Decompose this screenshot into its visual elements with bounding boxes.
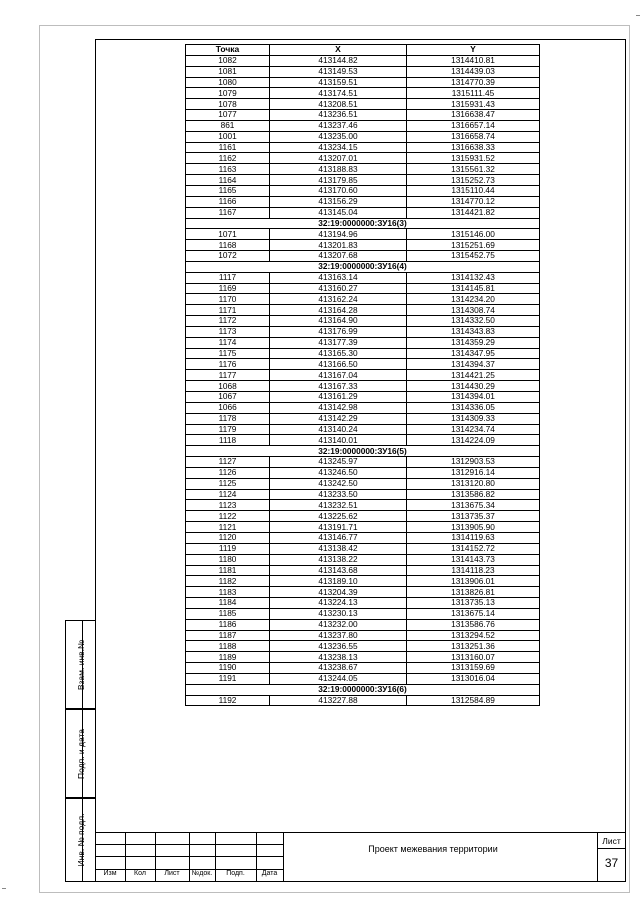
cell-point: 1176 (186, 359, 270, 370)
cell-point: 1167 (186, 207, 270, 218)
cell-point: 1126 (186, 467, 270, 478)
cell-y: 1314410.81 (407, 55, 540, 66)
table-row (186, 359, 540, 370)
cell-point: 1066 (186, 402, 270, 413)
table-row (186, 641, 540, 652)
table-row (186, 164, 540, 175)
cell-y: 1313826.81 (407, 587, 540, 598)
cell-x: 413143.68 (270, 565, 407, 576)
table-body (186, 55, 540, 706)
table-row (186, 619, 540, 630)
table-row (186, 467, 540, 478)
cell-y: 1313905.90 (407, 522, 540, 533)
cell-y: 1315452.75 (407, 251, 540, 262)
cell-x: 413177.39 (270, 337, 407, 348)
cell-x: 413170.60 (270, 185, 407, 196)
cell-point: 1181 (186, 565, 270, 576)
cell-y: 1313735.37 (407, 511, 540, 522)
cell-point: 1122 (186, 511, 270, 522)
cell-point: 1067 (186, 392, 270, 403)
cell-y: 1314343.83 (407, 326, 540, 337)
cell-point: 861 (186, 120, 270, 131)
table-row (186, 66, 540, 77)
cell-x: 413174.51 (270, 88, 407, 99)
table-row (186, 663, 540, 674)
stamp-col-date: Дата (261, 870, 278, 877)
table-row (186, 381, 540, 392)
table-row (186, 457, 540, 468)
cell-y: 1313160.07 (407, 652, 540, 663)
cell-point: 1080 (186, 77, 270, 88)
cell-y: 1314152.72 (407, 543, 540, 554)
cell-y: 1313735.13 (407, 598, 540, 609)
cell-y: 1312903.53 (407, 457, 540, 468)
cell-x: 413138.42 (270, 543, 407, 554)
cell-point: 1165 (186, 185, 270, 196)
table-row (186, 543, 540, 554)
table-row (186, 392, 540, 403)
table-row (186, 316, 540, 327)
header-y: Y (407, 45, 540, 56)
table-row (186, 598, 540, 609)
side-cell-replacement (65, 620, 95, 709)
cell-point: 1185 (186, 608, 270, 619)
cell-x: 413145.04 (270, 207, 407, 218)
cell-point: 1188 (186, 641, 270, 652)
table-row (186, 77, 540, 88)
cell-x: 413235.00 (270, 131, 407, 142)
cell-x: 413194.96 (270, 229, 407, 240)
table-row (186, 402, 540, 413)
title-block (95, 832, 626, 882)
cell-x: 413204.39 (270, 587, 407, 598)
cell-x: 413176.99 (270, 326, 407, 337)
cell-x: 413163.14 (270, 272, 407, 283)
cell-x: 413207.68 (270, 251, 407, 262)
cell-point: 1161 (186, 142, 270, 153)
cell-y: 1315110.44 (407, 185, 540, 196)
cell-y: 1315252.73 (407, 175, 540, 186)
stamp-col-doc: №док. (191, 870, 213, 877)
group-header-row (186, 446, 540, 457)
group-header-row (186, 218, 540, 229)
cell-y: 1316657.14 (407, 120, 540, 131)
cell-x: 413236.55 (270, 641, 407, 652)
cell-point: 1169 (186, 283, 270, 294)
cell-x: 413224.13 (270, 598, 407, 609)
cell-x: 413167.33 (270, 381, 407, 392)
cell-y: 1314132.43 (407, 272, 540, 283)
cell-y: 1314394.01 (407, 392, 540, 403)
cell-y: 1312916.14 (407, 467, 540, 478)
table-row (186, 229, 540, 240)
table-row (186, 283, 540, 294)
cell-y: 1314770.39 (407, 77, 540, 88)
cell-y: 1314143.73 (407, 554, 540, 565)
cell-x: 413246.50 (270, 467, 407, 478)
side-label-replacement-inv: Взам. инв.№ (75, 639, 86, 690)
cell-x: 413232.51 (270, 500, 407, 511)
cell-x: 413245.97 (270, 457, 407, 468)
table-row (186, 576, 540, 587)
table-row (186, 240, 540, 251)
cell-y: 1314394.37 (407, 359, 540, 370)
cell-x: 413207.01 (270, 153, 407, 164)
sheet-label: Лист (602, 836, 621, 846)
cell-y: 1314359.29 (407, 337, 540, 348)
cell-point: 1079 (186, 88, 270, 99)
cell-x: 413146.77 (270, 532, 407, 543)
table-row (186, 131, 540, 142)
table-row (186, 153, 540, 164)
cell-point: 1077 (186, 110, 270, 121)
cell-point: 1177 (186, 370, 270, 381)
table-row (186, 99, 540, 110)
cell-point: 1166 (186, 196, 270, 207)
table-row (186, 207, 540, 218)
cell-x: 413208.51 (270, 99, 407, 110)
margin-tick-bottom (2, 888, 6, 889)
cell-x: 413237.46 (270, 120, 407, 131)
cell-x: 413149.53 (270, 66, 407, 77)
table-row (186, 88, 540, 99)
cell-point: 1171 (186, 305, 270, 316)
cell-x: 413230.13 (270, 608, 407, 619)
cell-point: 1117 (186, 272, 270, 283)
cell-x: 413164.90 (270, 316, 407, 327)
stamp-col-count: Кол (134, 870, 146, 877)
stamp-col-signature: Подп. (226, 870, 245, 877)
cell-y: 1313675.14 (407, 608, 540, 619)
table-row (186, 424, 540, 435)
cell-x: 413191.71 (270, 522, 407, 533)
cell-point: 1174 (186, 337, 270, 348)
table-row (186, 185, 540, 196)
cell-x: 413236.51 (270, 110, 407, 121)
cell-y: 1314234.20 (407, 294, 540, 305)
cell-y: 1316658.74 (407, 131, 540, 142)
cell-point: 1119 (186, 543, 270, 554)
table-row (186, 294, 540, 305)
cell-point: 1162 (186, 153, 270, 164)
sheet-number: 37 (604, 856, 619, 870)
cell-y: 1315931.52 (407, 153, 540, 164)
cell-y: 1313016.04 (407, 673, 540, 684)
cell-x: 413238.13 (270, 652, 407, 663)
cell-x: 413160.27 (270, 283, 407, 294)
cell-point: 1172 (186, 316, 270, 327)
cell-point: 1173 (186, 326, 270, 337)
cell-x: 413140.24 (270, 424, 407, 435)
cell-x: 413201.83 (270, 240, 407, 251)
table-row (186, 489, 540, 500)
cell-y: 1315931.43 (407, 99, 540, 110)
cell-point: 1124 (186, 489, 270, 500)
table-row (186, 630, 540, 641)
table-row (186, 511, 540, 522)
cell-point: 1123 (186, 500, 270, 511)
table-row (186, 500, 540, 511)
table-row (186, 522, 540, 533)
table-row (186, 652, 540, 663)
side-stamp (65, 620, 95, 882)
group-header-row (186, 261, 540, 272)
cell-point: 1082 (186, 55, 270, 66)
margin-tick-top (636, 15, 640, 16)
cell-point: 1127 (186, 457, 270, 468)
cell-y: 1315561.32 (407, 164, 540, 175)
table-row (186, 435, 540, 446)
cell-x: 413161.29 (270, 392, 407, 403)
cell-y: 1313159.69 (407, 663, 540, 674)
cell-x: 413142.29 (270, 413, 407, 424)
table-row (186, 554, 540, 565)
cell-point: 1078 (186, 99, 270, 110)
cell-point: 1189 (186, 652, 270, 663)
cell-y: 1314430.29 (407, 381, 540, 392)
cell-y: 1313675.34 (407, 500, 540, 511)
cell-point: 1163 (186, 164, 270, 175)
cell-point: 1001 (186, 131, 270, 142)
cell-y: 1313120.80 (407, 478, 540, 489)
table-row (186, 587, 540, 598)
cell-y: 1314770.12 (407, 196, 540, 207)
cell-point: 1187 (186, 630, 270, 641)
cell-y: 1313294.52 (407, 630, 540, 641)
cell-y: 1314421.82 (407, 207, 540, 218)
table-row (186, 532, 540, 543)
group-header: 32:19:0000000:ЗУ16(5) (186, 446, 540, 457)
cell-y: 1313251.36 (407, 641, 540, 652)
table-row (186, 272, 540, 283)
table-row (186, 673, 540, 684)
cell-y: 1313906.01 (407, 576, 540, 587)
cell-x: 413242.50 (270, 478, 407, 489)
cell-x: 413244.05 (270, 673, 407, 684)
table-row (186, 348, 540, 359)
cell-y: 1314119.63 (407, 532, 540, 543)
cell-point: 1081 (186, 66, 270, 77)
table-row (186, 478, 540, 489)
table-row (186, 413, 540, 424)
cell-point: 1182 (186, 576, 270, 587)
cell-x: 413232.00 (270, 619, 407, 630)
cell-point: 1125 (186, 478, 270, 489)
cell-x: 413237.80 (270, 630, 407, 641)
side-cell-original (65, 798, 95, 882)
cell-x: 413188.83 (270, 164, 407, 175)
stamp-col-sheet: Лист (164, 870, 180, 877)
cell-y: 1314332.50 (407, 316, 540, 327)
table-row (186, 695, 540, 706)
cell-y: 1314118.23 (407, 565, 540, 576)
cell-point: 1180 (186, 554, 270, 565)
cell-point: 1121 (186, 522, 270, 533)
cell-x: 413166.50 (270, 359, 407, 370)
cell-x: 413238.67 (270, 663, 407, 674)
table-row (186, 565, 540, 576)
cell-point: 1178 (186, 413, 270, 424)
cell-x: 413189.10 (270, 576, 407, 587)
cell-y: 1314224.09 (407, 435, 540, 446)
cell-x: 413144.82 (270, 55, 407, 66)
cell-y: 1315111.45 (407, 88, 540, 99)
cell-point: 1183 (186, 587, 270, 598)
table-row (186, 370, 540, 381)
side-label-signature-date: Подп. и дата (75, 728, 86, 779)
cell-x: 413156.29 (270, 196, 407, 207)
cell-y: 1314145.81 (407, 283, 540, 294)
cell-x: 413225.62 (270, 511, 407, 522)
cell-point: 1175 (186, 348, 270, 359)
cell-y: 1313586.76 (407, 619, 540, 630)
group-header: 32:19:0000000:ЗУ16(6) (186, 684, 540, 695)
cell-point: 1170 (186, 294, 270, 305)
cell-y: 1314234.74 (407, 424, 540, 435)
group-header-row (186, 684, 540, 695)
cell-point: 1168 (186, 240, 270, 251)
cell-x: 413179.85 (270, 175, 407, 186)
cell-point: 1164 (186, 175, 270, 186)
table-row (186, 55, 540, 66)
table-row (186, 608, 540, 619)
cell-y: 1312584.89 (407, 695, 540, 706)
cell-point: 1191 (186, 673, 270, 684)
cell-x: 413159.51 (270, 77, 407, 88)
cell-y: 1314309.33 (407, 413, 540, 424)
table-row (186, 142, 540, 153)
cell-y: 1316638.47 (407, 110, 540, 121)
document-title: Проект межевания территории (368, 844, 498, 854)
table-row (186, 251, 540, 262)
group-header: 32:19:0000000:ЗУ16(3) (186, 218, 540, 229)
cell-x: 413140.01 (270, 435, 407, 446)
group-header: 32:19:0000000:ЗУ16(4) (186, 261, 540, 272)
cell-point: 1118 (186, 435, 270, 446)
cell-x: 413138.22 (270, 554, 407, 565)
table-header-row (186, 45, 540, 56)
side-cell-signature (65, 709, 95, 798)
cell-x: 413234.15 (270, 142, 407, 153)
cell-y: 1315251.69 (407, 240, 540, 251)
table-row (186, 337, 540, 348)
cell-point: 1190 (186, 663, 270, 674)
cell-point: 1186 (186, 619, 270, 630)
table-row (186, 326, 540, 337)
cell-y: 1314347.95 (407, 348, 540, 359)
cell-y: 1315146.00 (407, 229, 540, 240)
side-label-original-inv: Инв. № подл. (75, 813, 86, 867)
cell-y: 1314308.74 (407, 305, 540, 316)
cell-x: 413233.50 (270, 489, 407, 500)
cell-y: 1314336.05 (407, 402, 540, 413)
table-row (186, 305, 540, 316)
cell-x: 413165.30 (270, 348, 407, 359)
cell-x: 413142.98 (270, 402, 407, 413)
cell-point: 1068 (186, 381, 270, 392)
cell-point: 1120 (186, 532, 270, 543)
stamp-col-change: Изм (103, 870, 117, 877)
table-row (186, 175, 540, 186)
header-x: X (270, 45, 407, 56)
cell-point: 1072 (186, 251, 270, 262)
cell-point: 1179 (186, 424, 270, 435)
cell-x: 413162.24 (270, 294, 407, 305)
cell-point: 1071 (186, 229, 270, 240)
cell-point: 1192 (186, 695, 270, 706)
cell-point: 1184 (186, 598, 270, 609)
cell-y: 1313586.82 (407, 489, 540, 500)
table-row (186, 196, 540, 207)
header-point: Точка (186, 45, 270, 56)
cell-y: 1314439.03 (407, 66, 540, 77)
coordinates-table (185, 44, 540, 706)
cell-x: 413164.28 (270, 305, 407, 316)
table-row (186, 110, 540, 121)
cell-y: 1316638.33 (407, 142, 540, 153)
cell-x: 413167.04 (270, 370, 407, 381)
cell-x: 413227.88 (270, 695, 407, 706)
cell-y: 1314421.25 (407, 370, 540, 381)
table-row (186, 120, 540, 131)
